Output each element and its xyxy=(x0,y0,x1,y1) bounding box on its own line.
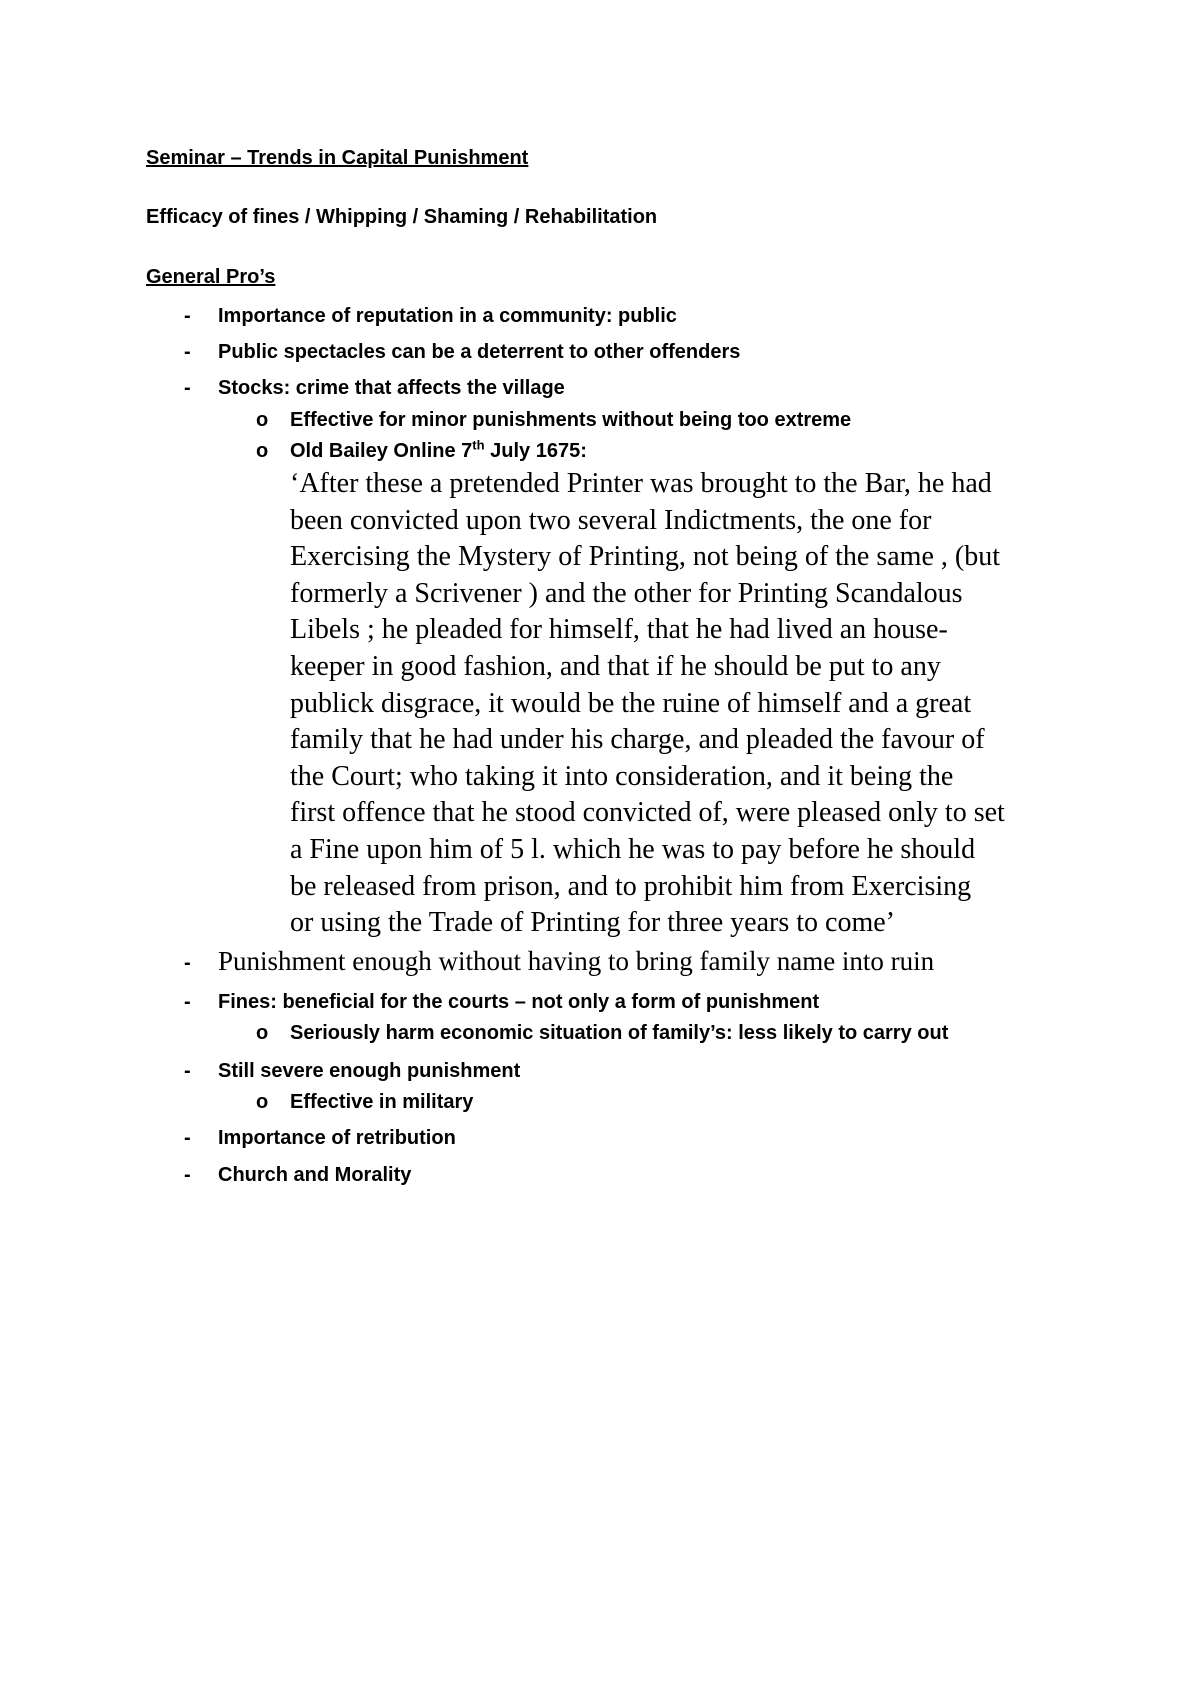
quote-line: Exercising the Mystery of Printing, not being of the same , (but xyxy=(290,541,1000,573)
block-quote xyxy=(290,466,1080,942)
quote-line: or using the Trade of Printing for three years to come’ xyxy=(290,907,895,939)
page-title: Seminar – Trends in Capital Punishment xyxy=(146,147,529,169)
quote-line: family that he had under his charge, and pleaded the favour of xyxy=(290,724,985,756)
list-item-text: Importance of retribution xyxy=(218,1127,456,1149)
subtitle: Efficacy of fines / Whipping / Shaming / Rehabilitation xyxy=(146,206,658,228)
section-heading: General Pro’s xyxy=(146,266,276,288)
list-item-text: Importance of reputation in a community: public xyxy=(218,305,677,327)
citation-text: July 1675: xyxy=(484,440,587,462)
circle-bullet: o xyxy=(256,1022,269,1044)
quote-line: the Court; who taking it into consideration, and it being the xyxy=(290,760,954,792)
list-item-text xyxy=(290,437,587,463)
citation-text: Old Bailey Online 7 xyxy=(290,440,473,462)
dash-bullet: - xyxy=(184,1127,191,1149)
circle-bullet: o xyxy=(256,1091,269,1113)
dash-bullet: - xyxy=(184,1060,191,1082)
quote-line: a Fine upon him of 5 l. which he was to pay before he should xyxy=(290,833,976,865)
quote-line: been convicted upon two several Indictments, the one for xyxy=(290,504,932,536)
quote-line: Libels ; he pleaded for himself, that he had lived an house- xyxy=(290,614,948,646)
quote-line: publick disgrace, it would be the ruine of himself and a great xyxy=(290,687,972,719)
dash-bullet: - xyxy=(184,1164,191,1186)
dash-bullet: - xyxy=(184,377,191,399)
list-item-text: Effective for minor punishments without being too extreme xyxy=(290,409,852,431)
circle-bullet: o xyxy=(256,440,269,462)
list-item-text: Fines: beneficial for the courts – not only a form of punishment xyxy=(218,991,820,1013)
dash-bullet: - xyxy=(184,952,191,974)
list-item-text: Public spectacles can be a deterrent to other offenders xyxy=(218,341,741,363)
quote-line: ‘After these a pretended Printer was brought to the Bar, he had xyxy=(290,468,992,499)
list-item-text: Still severe enough punishment xyxy=(218,1060,521,1082)
list-item-text: Punishment enough without having to bring family name into ruin xyxy=(218,946,935,976)
dash-bullet: - xyxy=(184,991,191,1013)
list-item-text: Seriously harm economic situation of family’s: less likely to carry out xyxy=(290,1022,949,1044)
superscript: th xyxy=(472,437,485,453)
list-item-text: Effective in military xyxy=(290,1091,474,1113)
quote-line: formerly a Scrivener ) and the other for Printing Scandalous xyxy=(290,577,963,609)
quote-line: first offence that he stood convicted of, were pleased only to set xyxy=(290,797,1005,829)
quote-line: be released from prison, and to prohibit him from Exercising xyxy=(290,870,972,902)
dash-bullet: - xyxy=(184,305,191,327)
list-item-text: Church and Morality xyxy=(218,1164,412,1186)
dash-bullet: - xyxy=(184,341,191,363)
quote-line: keeper in good fashion, and that if he should be put to any xyxy=(290,650,941,682)
circle-bullet: o xyxy=(256,409,269,431)
list-item-text: Stocks: crime that affects the village xyxy=(218,377,565,399)
